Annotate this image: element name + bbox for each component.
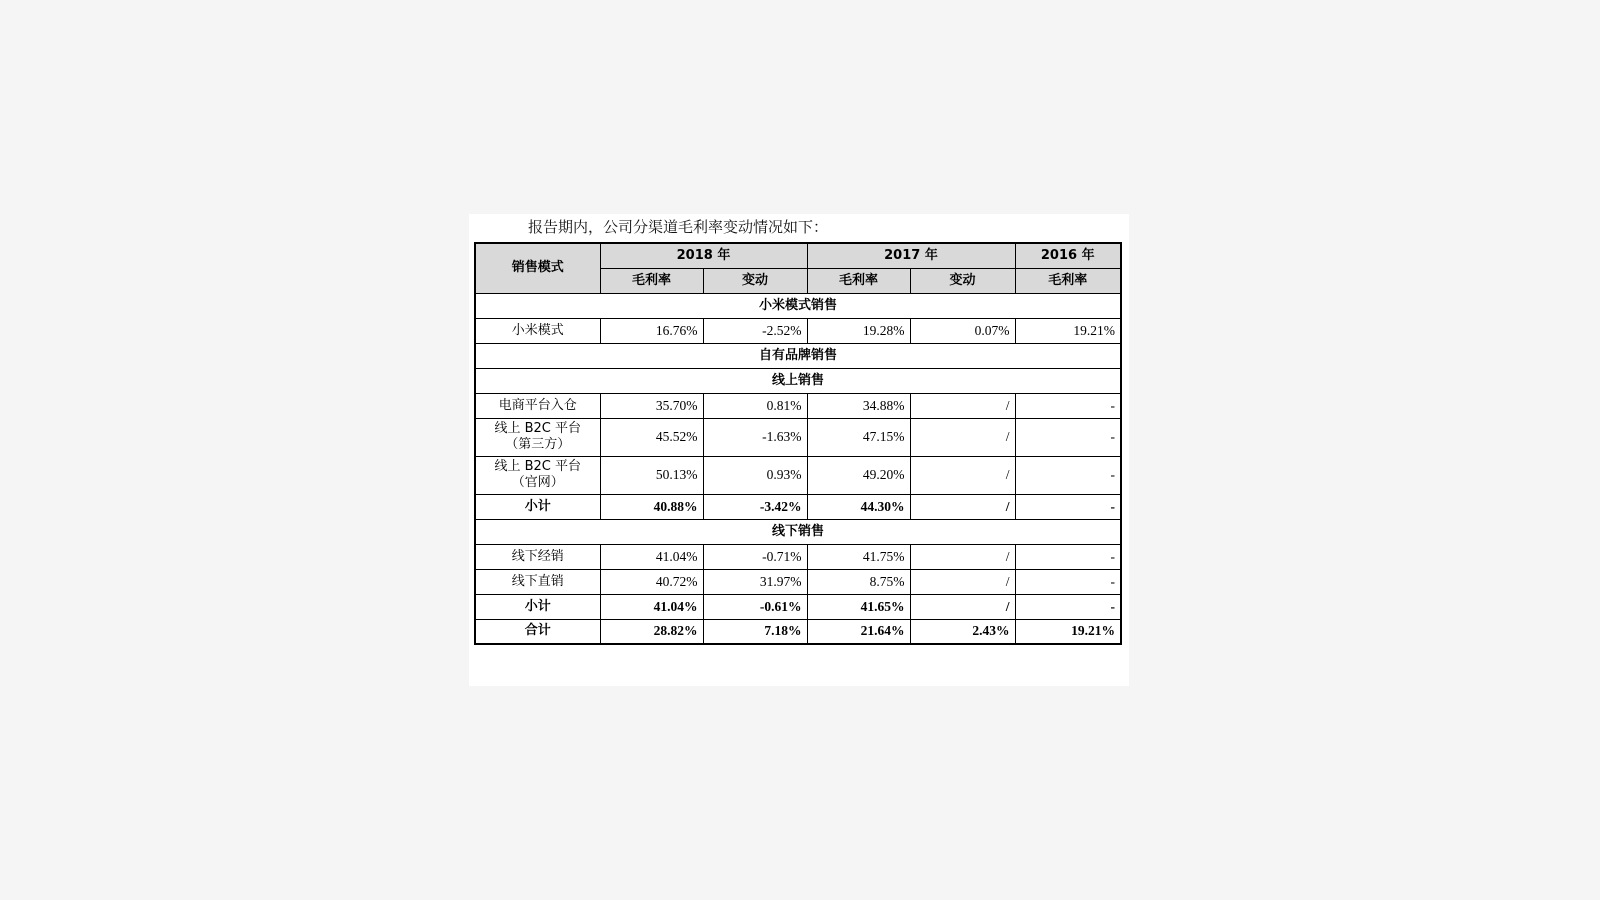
cell-value: -0.61% <box>703 594 807 619</box>
row-label: 线下经销 <box>475 544 600 569</box>
row-label <box>475 456 600 494</box>
header-gross-margin-2016: 毛利率 <box>1015 268 1121 293</box>
section-row <box>475 293 1121 318</box>
section-online: 线上销售 <box>475 368 1121 393</box>
table-row <box>475 569 1121 594</box>
cell-value: 0.07% <box>910 318 1015 343</box>
cell-value: 47.15% <box>807 418 910 456</box>
cell-value: 45.52% <box>600 418 703 456</box>
cell-value: 41.75% <box>807 544 910 569</box>
header-gross-margin-2018: 毛利率 <box>600 268 703 293</box>
cell-value: - <box>1015 544 1121 569</box>
cell-value: 34.88% <box>807 393 910 418</box>
section-row <box>475 343 1121 368</box>
total-row <box>475 619 1121 644</box>
row-label: 小计 <box>475 494 600 519</box>
table-row <box>475 318 1121 343</box>
table-row <box>475 544 1121 569</box>
cell-value: 40.72% <box>600 569 703 594</box>
subtotal-row <box>475 494 1121 519</box>
cell-value: / <box>910 456 1015 494</box>
cell-value: / <box>910 569 1015 594</box>
section-xiaomi: 小米模式销售 <box>475 293 1121 318</box>
header-year-2016: 2016 年 <box>1015 243 1121 268</box>
table-row <box>475 418 1121 456</box>
row-label: 合计 <box>475 619 600 644</box>
table-caption: 报告期内，公司分渠道毛利率变动情况如下： <box>528 218 829 236</box>
section-row <box>475 368 1121 393</box>
cell-value: / <box>910 544 1015 569</box>
cell-value: 41.65% <box>807 594 910 619</box>
row-label <box>475 418 600 456</box>
header-sales-mode: 销售模式 <box>475 243 600 293</box>
document-page <box>469 214 1129 686</box>
section-offline: 线下销售 <box>475 519 1121 544</box>
cell-value: / <box>910 494 1015 519</box>
cell-value: 21.64% <box>807 619 910 644</box>
table-row <box>475 456 1121 494</box>
cell-value: 35.70% <box>600 393 703 418</box>
section-row <box>475 519 1121 544</box>
header-change-2017: 变动 <box>910 268 1015 293</box>
row-label-line2: （第三方） <box>505 437 571 452</box>
header-year-2017: 2017 年 <box>807 243 1015 268</box>
row-label-line2: （官网） <box>511 475 564 490</box>
cell-value: 2.43% <box>910 619 1015 644</box>
header-row-years <box>475 243 1121 268</box>
cell-value: 41.04% <box>600 594 703 619</box>
section-own-brand: 自有品牌销售 <box>475 343 1121 368</box>
cell-value: 40.88% <box>600 494 703 519</box>
cell-value: - <box>1015 594 1121 619</box>
cell-value: 19.21% <box>1015 318 1121 343</box>
header-year-2018: 2018 年 <box>600 243 807 268</box>
cell-value: -0.71% <box>703 544 807 569</box>
cell-value: / <box>910 393 1015 418</box>
row-label: 小计 <box>475 594 600 619</box>
cell-value: / <box>910 418 1015 456</box>
cell-value: 19.28% <box>807 318 910 343</box>
cell-value: / <box>910 594 1015 619</box>
cell-value: 19.21% <box>1015 619 1121 644</box>
row-label-line1: 线上 B2C 平台 <box>494 459 582 474</box>
subtotal-row <box>475 594 1121 619</box>
row-label: 线下直销 <box>475 569 600 594</box>
row-label: 电商平台入仓 <box>475 393 600 418</box>
cell-value: 49.20% <box>807 456 910 494</box>
cell-value: -3.42% <box>703 494 807 519</box>
cell-value: 0.93% <box>703 456 807 494</box>
cell-value: - <box>1015 494 1121 519</box>
cell-value: 0.81% <box>703 393 807 418</box>
cell-value: 44.30% <box>807 494 910 519</box>
cell-value: -2.52% <box>703 318 807 343</box>
table-row <box>475 393 1121 418</box>
cell-value: - <box>1015 456 1121 494</box>
cell-value: 50.13% <box>600 456 703 494</box>
cell-value: 31.97% <box>703 569 807 594</box>
cell-value: - <box>1015 569 1121 594</box>
row-label: 小米模式 <box>475 318 600 343</box>
gross-margin-table <box>474 242 1122 645</box>
cell-value: -1.63% <box>703 418 807 456</box>
cell-value: 8.75% <box>807 569 910 594</box>
cell-value: 28.82% <box>600 619 703 644</box>
cell-value: - <box>1015 393 1121 418</box>
cell-value: 41.04% <box>600 544 703 569</box>
cell-value: 7.18% <box>703 619 807 644</box>
header-change-2018: 变动 <box>703 268 807 293</box>
header-gross-margin-2017: 毛利率 <box>807 268 910 293</box>
row-label-line1: 线上 B2C 平台 <box>494 421 582 436</box>
cell-value: 16.76% <box>600 318 703 343</box>
cell-value: - <box>1015 418 1121 456</box>
